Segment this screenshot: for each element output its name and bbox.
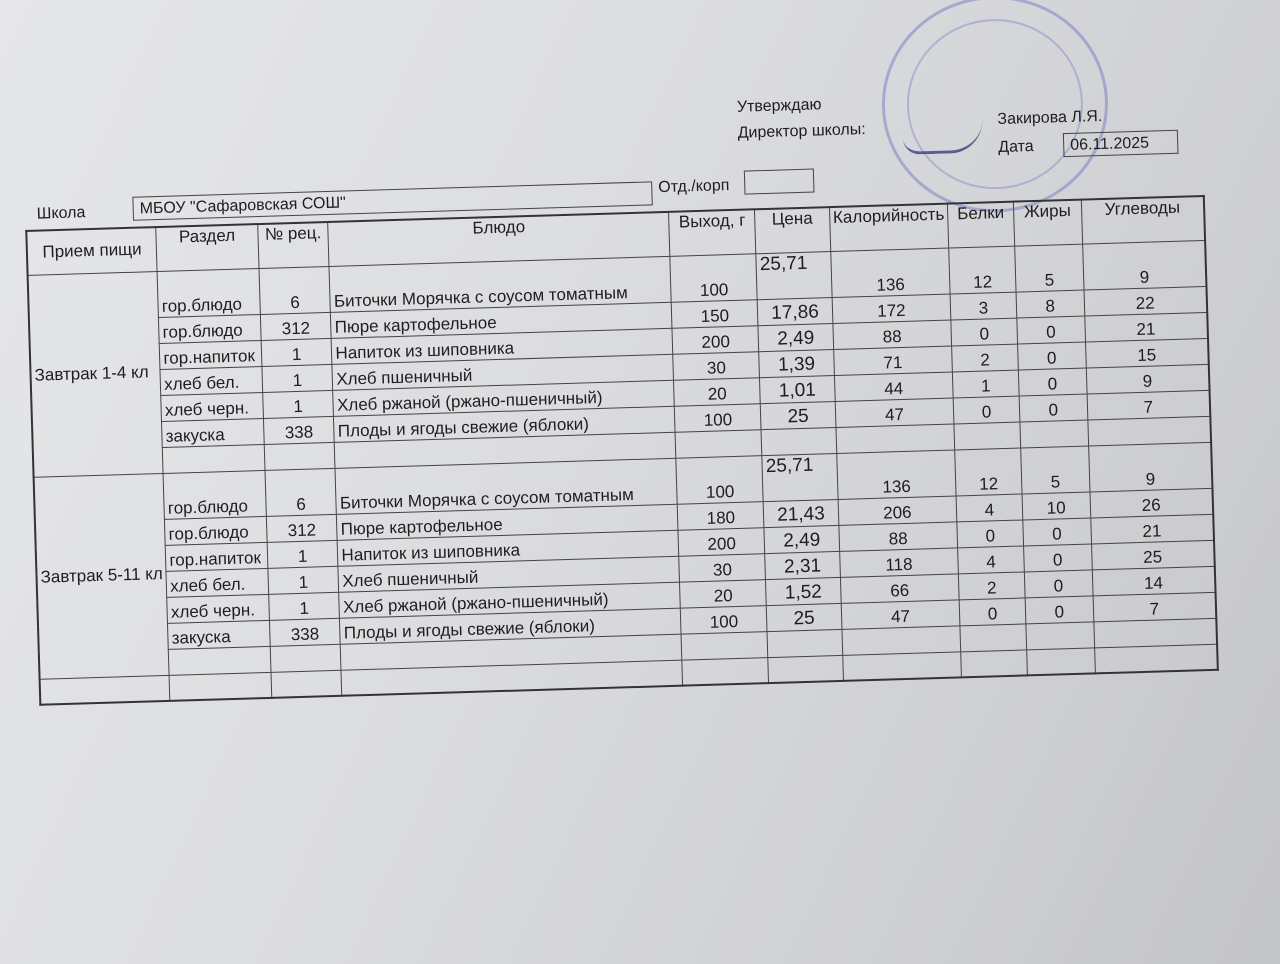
kcal-cell: 206 — [838, 495, 957, 524]
output-cell: 30 — [679, 553, 766, 582]
dish-cell: Биточки Морячка с соусом томатным — [335, 458, 677, 514]
kcal-cell: 172 — [832, 294, 951, 323]
recipe-cell: 1 — [268, 592, 339, 620]
kcal-cell: 118 — [839, 547, 958, 576]
output-cell: 100 — [681, 605, 768, 634]
price-cell: 1,01 — [760, 375, 835, 403]
recipe-cell: 6 — [259, 266, 331, 314]
fat-cell: 0 — [1023, 517, 1091, 545]
header-fat: Жиры — [1013, 200, 1082, 246]
output-cell: 200 — [678, 527, 765, 556]
recipe-cell: 1 — [267, 540, 338, 568]
kcal-cell: 44 — [834, 372, 953, 401]
section-cell: гор.блюдо — [159, 314, 261, 343]
recipe-cell: 1 — [268, 566, 339, 594]
output-cell: 100 — [676, 455, 763, 504]
fat-cell: 0 — [1024, 569, 1092, 597]
recipe-cell: 312 — [266, 514, 337, 542]
kcal-cell: 136 — [836, 449, 956, 498]
section-cell: хлеб черн. — [161, 392, 263, 421]
header-price: Цена — [755, 207, 831, 253]
section-cell: гор.блюдо — [165, 516, 267, 545]
school-label: Школа — [36, 204, 86, 223]
output-cell: 20 — [674, 377, 761, 406]
dish-cell: Хлеб ржаной (ржано-пшеничный) — [333, 380, 675, 416]
menu-sheet — [22, 85, 1220, 760]
recipe-cell: 1 — [262, 390, 333, 418]
carbs-cell: 9 — [1086, 364, 1210, 394]
fat-cell: 0 — [1024, 543, 1092, 571]
protein-cell: 0 — [953, 396, 1020, 424]
kcal-cell: 47 — [841, 599, 960, 628]
date-field: 06.11.2025 — [1063, 130, 1179, 157]
carbs-cell: 9 — [1082, 240, 1206, 290]
recipe-cell: 338 — [263, 416, 334, 444]
section-cell: хлеб бел. — [166, 568, 268, 597]
meal-cell: Завтрак 1-4 кл — [28, 271, 164, 477]
kcal-cell: 136 — [830, 248, 950, 297]
protein-cell: 4 — [956, 493, 1023, 521]
output-cell: 100 — [675, 403, 762, 432]
price-cell: 25 — [766, 603, 841, 631]
dish-cell: Хлеб ржаной (ржано-пшеничный) — [339, 582, 681, 618]
fat-cell: 0 — [1018, 342, 1086, 370]
dish-cell: Биточки Морячка с соусом томатным — [329, 256, 671, 312]
kcal-cell: 47 — [835, 397, 954, 426]
dish-cell: Хлеб пшеничный — [338, 556, 680, 592]
price-cell: 2,49 — [758, 323, 833, 351]
carbs-cell: 26 — [1090, 488, 1214, 518]
dish-cell: Напиток из шиповника — [338, 530, 680, 566]
dish-cell: Пюре картофельное — [337, 504, 679, 540]
protein-cell: 12 — [949, 246, 1016, 294]
dept-label: Отд./корп — [658, 177, 730, 197]
price-cell: 21,43 — [763, 499, 838, 527]
recipe-cell: 1 — [261, 338, 332, 366]
recipe-cell: 312 — [260, 312, 331, 340]
total-price: 25,71 — [759, 252, 808, 275]
section-cell: гор.напиток — [165, 542, 267, 571]
price-cell: 25 — [760, 401, 835, 429]
price-cell: 1,39 — [759, 349, 834, 377]
fat-cell: 0 — [1018, 368, 1086, 396]
fat-cell: 5 — [1015, 244, 1084, 292]
kcal-cell: 88 — [833, 320, 952, 349]
dept-field — [744, 169, 815, 195]
price-cell: 17,86 — [757, 297, 832, 325]
date-label: Дата — [997, 138, 1034, 157]
director-label: Директор школы: — [737, 120, 866, 142]
dish-cell: Хлеб пшеничный — [332, 354, 674, 390]
meal-cell: Завтрак 5-11 кл — [34, 473, 170, 679]
protein-cell: 2 — [952, 344, 1019, 372]
fat-cell: 5 — [1021, 446, 1090, 494]
dish-cell: Плоды и ягоды свежие (яблоки) — [340, 608, 682, 644]
fat-cell: 0 — [1019, 394, 1087, 422]
total-price-cell — [762, 453, 838, 501]
header-recipe: № рец. — [257, 222, 329, 268]
output-cell: 30 — [673, 351, 760, 380]
kcal-cell: 66 — [840, 573, 959, 602]
carbs-cell: 15 — [1085, 338, 1209, 368]
section-cell: гор.блюдо — [157, 268, 260, 317]
header-meal: Прием пищи — [26, 227, 157, 275]
carbs-cell: 7 — [1087, 390, 1211, 420]
dish-cell: Напиток из шиповника — [332, 328, 674, 364]
header-section: Раздел — [156, 224, 259, 271]
price-cell: 2,49 — [764, 525, 839, 553]
protein-cell: 0 — [957, 519, 1024, 547]
carbs-cell: 21 — [1090, 514, 1214, 544]
recipe-cell: 1 — [262, 364, 333, 392]
output-cell: 180 — [678, 501, 765, 530]
fat-cell: 10 — [1022, 491, 1090, 519]
school-name-field: МБОУ "Сафаровская СОШ" — [132, 181, 652, 220]
approve-label: Утверждаю — [736, 96, 822, 116]
protein-cell: 3 — [950, 292, 1017, 320]
section-cell: закуска — [168, 620, 270, 649]
carbs-cell: 25 — [1091, 540, 1215, 570]
menu-body — [28, 240, 1218, 705]
recipe-cell: 6 — [265, 468, 337, 516]
director-name: Закирова Л.Я. — [997, 107, 1103, 129]
protein-cell: 12 — [955, 448, 1022, 496]
price-cell: 1,52 — [766, 577, 841, 605]
dish-cell: Плоды и ягоды свежие (яблоки) — [334, 406, 676, 442]
section-cell: гор.напиток — [159, 340, 261, 369]
kcal-cell: 71 — [833, 346, 952, 375]
total-price-cell — [756, 251, 832, 299]
carbs-cell: 14 — [1092, 566, 1216, 596]
section-cell: хлеб черн. — [167, 594, 269, 623]
section-cell: гор.блюдо — [163, 470, 266, 519]
section-cell: хлеб бел. — [160, 366, 262, 395]
carbs-cell: 21 — [1084, 312, 1208, 342]
protein-cell: 2 — [958, 571, 1025, 599]
fat-cell: 0 — [1025, 595, 1093, 623]
carbs-cell: 7 — [1093, 592, 1217, 622]
header-protein: Белки — [947, 202, 1014, 248]
carbs-cell: 9 — [1088, 442, 1212, 492]
price-cell: 2,31 — [765, 551, 840, 579]
output-cell: 150 — [672, 299, 759, 328]
dish-cell: Пюре картофельное — [331, 302, 673, 338]
output-cell: 20 — [680, 579, 767, 608]
protein-cell: 1 — [952, 370, 1019, 398]
header-carbs: Углеводы — [1081, 196, 1205, 244]
output-cell: 100 — [670, 253, 757, 302]
carbs-cell: 22 — [1084, 286, 1208, 316]
kcal-cell: 88 — [839, 521, 958, 550]
menu-table — [25, 195, 1219, 706]
section-cell: закуска — [162, 418, 264, 447]
output-cell: 200 — [672, 325, 759, 354]
protein-cell: 0 — [959, 597, 1026, 625]
protein-cell: 4 — [958, 545, 1025, 573]
recipe-cell: 338 — [269, 618, 340, 646]
fat-cell: 8 — [1016, 290, 1084, 318]
fat-cell: 0 — [1017, 316, 1085, 344]
total-price: 25,71 — [765, 454, 814, 477]
header-kcal: Калорийность — [829, 204, 949, 251]
header-dish: Блюдо — [328, 212, 670, 266]
protein-cell: 0 — [951, 318, 1018, 346]
header-output: Выход, г — [669, 209, 756, 256]
